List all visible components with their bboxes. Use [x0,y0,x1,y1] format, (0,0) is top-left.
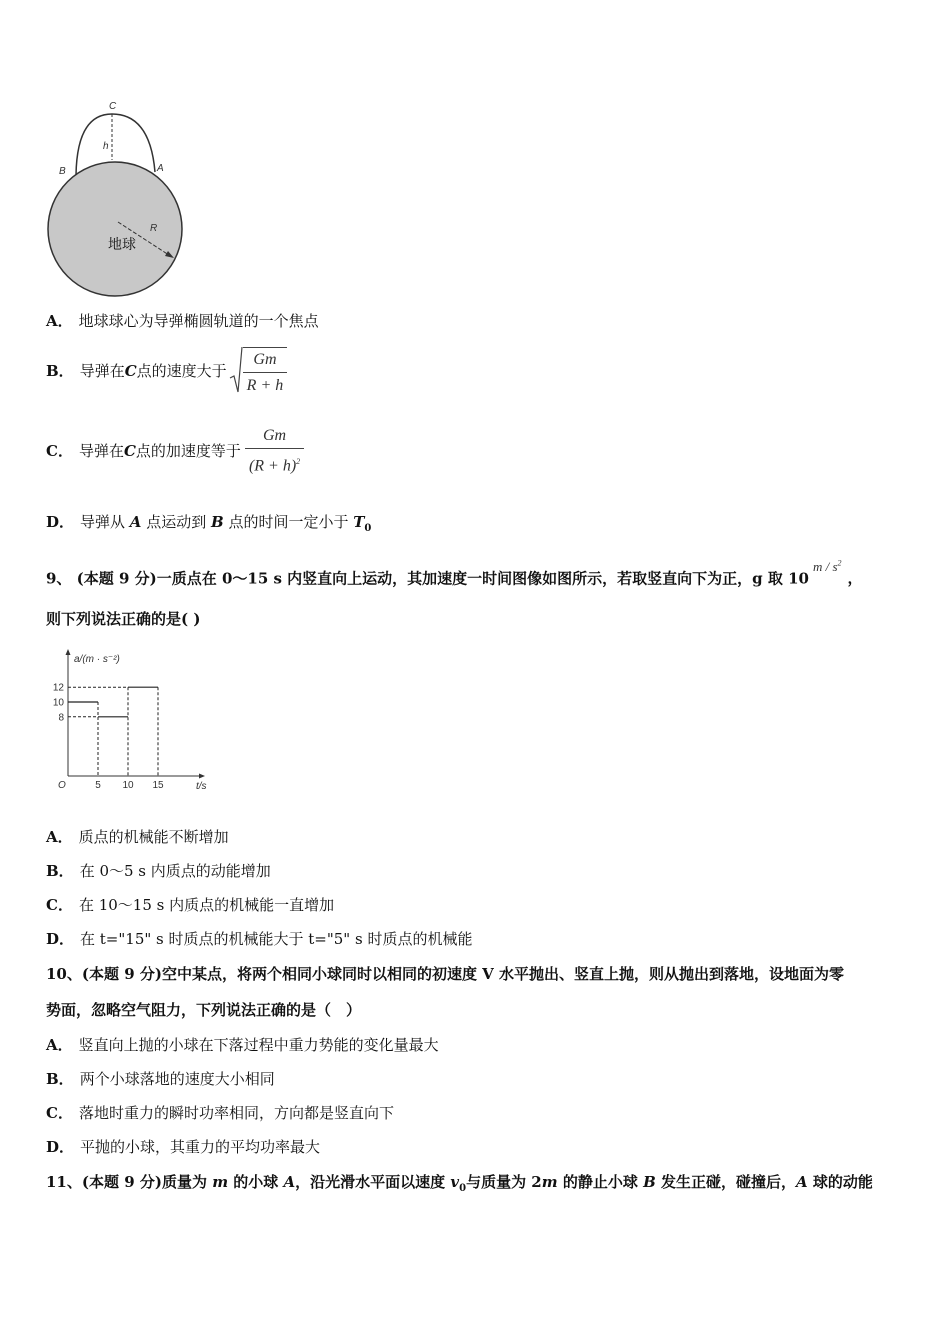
label-C: C [109,101,117,112]
accel-formula: $\frac{Gm}{(R + h)^2}$ [245,426,304,476]
label-A: A [157,163,164,174]
y-axis-label: a/(m · s⁻²) [74,654,120,665]
earth-circle [48,162,182,296]
q8-option-b: B． 导弹在 C 点的速度大于 $\frac{Gm}{R + h}$ [46,346,287,396]
q10-option-a: A． 竖直向上抛的小球在下落过程中重力势能的变化量最大 [46,1036,439,1054]
q11-stem: 11、(本题 9 分)质量为 m 的小球 A，沿光滑水平面以速度 $v_0$与质量为 2m 的静止小球 B 发生正碰，碰撞后，A 球的动能 [46,1173,873,1194]
x-tick-label: 5 [95,780,101,791]
q9-option-b: B． 在 0～5 s 内质点的动能增加 [46,862,271,880]
label-B: B [59,166,66,177]
sqrt-sign [229,346,243,396]
x-axis-label: t/s [196,781,207,792]
y-tick-label: 10 [52,697,64,709]
q9-stem-line1: 9、 (本题 9 分)一质点在 0～15 s 内竖直向上运动，其加速度一时间图像如图所示，若取竖直向下为正，g 取 $10^{m / s^2}$， [46,559,863,588]
q9-option-a: A． 质点的机械能不断增加 [46,828,229,846]
chart-axes [66,649,206,779]
q10-option-b: B． 两个小球落地的速度大小相同 [46,1070,275,1088]
label-earth: 地球 [108,237,136,253]
acceleration-time-chart [44,646,224,796]
q9-option-c: C． 在 10～15 s 内质点的机械能一直增加 [46,896,335,914]
q10-stem-line1: 10、(本题 9 分)空中某点，将两个相同小球同时以相同的初速度 V 水平抛出、竖直上抛，则从抛出到落地，设地面为零 [46,965,845,983]
origin-label: O [58,780,66,791]
label-R: R [150,223,158,234]
q10-stem-line2: 势面，忽略空气阻力，下列说法正确的是（ ） [46,1001,362,1019]
q9-option-d: D． 在 t="15" s 时质点的机械能大于 t="5" s 时质点的机械能 [46,930,473,948]
y-tick-label: 12 [52,682,64,694]
x-tick-label: 15 [152,780,164,791]
x-axis-arrow [199,774,205,779]
q8-option-c: C． 导弹在 C 点的加速度等于 $\frac{Gm}{(R + h)^2}$ [46,426,304,476]
q10-option-d: D． 平抛的小球，其重力的平均功率最大 [46,1138,321,1156]
y-tick-label: 8 [58,712,64,724]
y-axis-arrow [66,649,71,655]
earth-orbit-figure [40,92,200,304]
q8-option-d: D． 导弹从 A 点运动到 B 点的时间一定小于 $T_0$ [46,513,372,534]
label-h: h [103,141,109,152]
x-tick-label: 10 [122,780,134,791]
sqrt-formula: $\frac{Gm}{R + h}$ [229,346,288,396]
q9-stem-line2: 则下列说法正确的是( ) [46,610,201,628]
q8-option-a: A． 地球球心为导弹椭圆轨道的一个焦点 [46,312,319,330]
q10-option-c: C． 落地时重力的瞬时功率相同，方向都是竖直向下 [46,1104,394,1122]
